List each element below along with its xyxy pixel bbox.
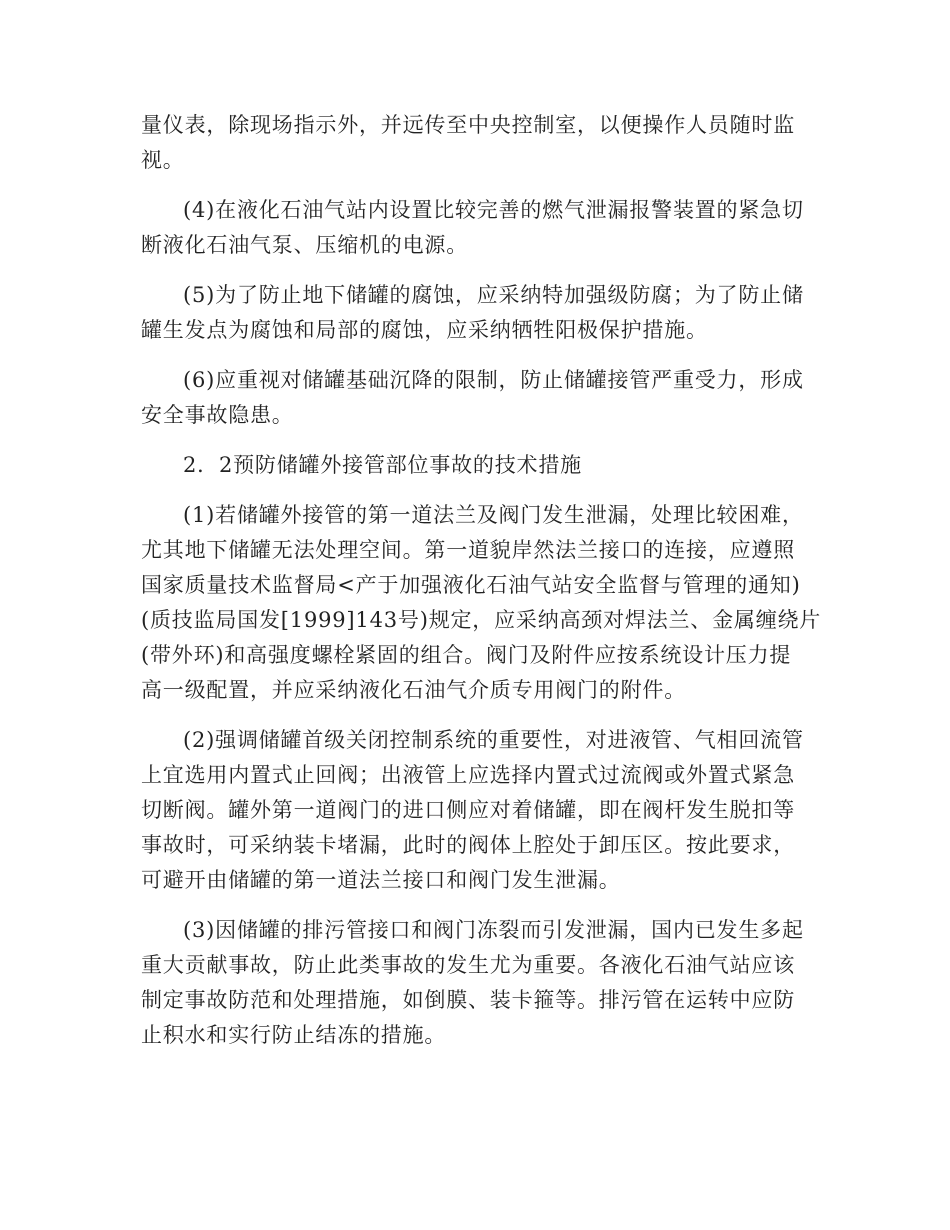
text-line: 上宜选用内置式止回阀；出液管上应选择内置式过流阀或外置式紧急 — [141, 763, 795, 787]
text-line: (3)因储罐的排污管接口和阀门冻裂而引发泄漏，国内已发生多起 — [183, 918, 804, 942]
paragraph-section-item-2 — [141, 723, 811, 898]
text-line: 重大贡献事故，防止此类事故的发生尤为重要。各液化石油气站应该 — [141, 953, 795, 977]
text-line: (2)强调储罐首级关闭控制系统的重要性，对进液管、气相回流管 — [183, 728, 804, 752]
text-line: (带外环)和高强度螺栓紧固的组合。阀门及附件应按系统设计压力提 — [141, 643, 792, 667]
text-line: 断液化石油气泵、压缩机的电源。 — [141, 233, 468, 257]
text-line: 罐生发点为腐蚀和局部的腐蚀，应采纳牺牲阳极保护措施。 — [141, 318, 708, 342]
section-heading: 2．2预防储罐外接管部位事故的技术措施 — [183, 453, 582, 477]
paragraph-section-item-3 — [141, 913, 811, 1053]
paragraph-item-4 — [141, 193, 811, 263]
text-line: 视。 — [141, 148, 185, 172]
text-line: (5)为了防止地下储罐的腐蚀，应采纳特加强级防腐；为了防止储 — [183, 283, 804, 307]
text-line: 切断阀。罐外第一道阀门的进口侧应对着储罐，即在阀杆发生脱扣等 — [141, 798, 795, 822]
text-line: (1)若储罐外接管的第一道法兰及阀门发生泄漏，处理比较困难， — [183, 503, 804, 527]
paragraph-item-6 — [141, 363, 811, 433]
text-line: 安全事故隐患。 — [141, 403, 294, 427]
paragraph-continuation — [141, 108, 811, 178]
text-line: 制定事故防范和处理措施，如倒膜、装卡箍等。排污管在运转中应防 — [141, 988, 795, 1012]
text-line: 事故时，可采纳装卡堵漏，此时的阀体上腔处于卸压区。按此要求， — [141, 833, 795, 857]
text-line: 量仪表，除现场指示外，并远传至中央控制室，以便操作人员随时监 — [141, 113, 795, 137]
text-line: (质技监局国发[1999]143号)规定，应采纳高颈对焊法兰、金属缠绕片 — [141, 608, 822, 632]
text-line: (6)应重视对储罐基础沉降的限制，防止储罐接管严重受力，形成 — [183, 368, 804, 392]
text-line: 可避开由储罐的第一道法兰接口和阀门发生泄漏。 — [141, 868, 621, 892]
paragraph-item-5 — [141, 278, 811, 348]
document-page — [141, 108, 822, 1068]
text-line: 止积水和实行防止结冻的措施。 — [141, 1023, 447, 1047]
text-line: 高一级配置，并应采纳液化石油气介质专用阀门的附件。 — [141, 678, 686, 702]
text-line: (4)在液化石油气站内设置比较完善的燃气泄漏报警装置的紧急切 — [183, 198, 804, 222]
text-line: 国家质量技术监督局<产于加强液化石油气站安全监督与管理的通知) — [141, 573, 801, 597]
paragraph-section-item-1 — [141, 498, 822, 708]
text-line: 尤其地下储罐无法处理空间。第一道貌岸然法兰接口的连接，应遵照 — [141, 538, 795, 562]
